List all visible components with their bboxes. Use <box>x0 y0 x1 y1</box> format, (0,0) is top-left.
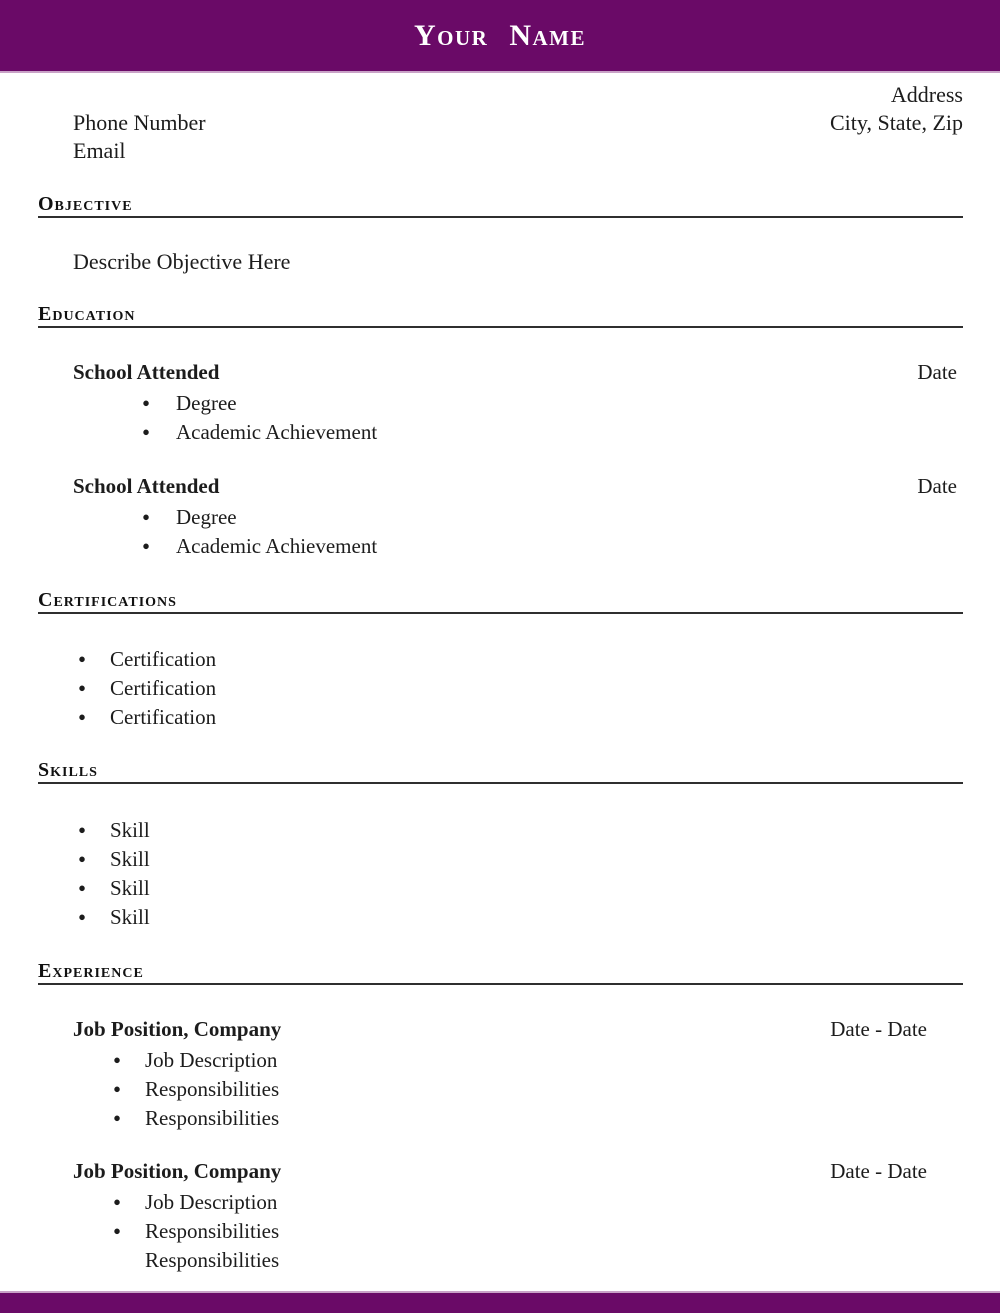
education-entry-head <box>73 358 963 386</box>
contact-row <box>38 109 963 137</box>
objective-body: Describe Objective Here <box>73 249 291 274</box>
objective-heading: Objective <box>38 192 963 218</box>
list-item: • Job Description <box>38 1046 963 1075</box>
school-date: Date <box>917 360 957 384</box>
footer-banner <box>0 1291 1000 1313</box>
experience-entry-head <box>73 1157 963 1185</box>
page-content <box>0 81 1000 1275</box>
school-name: School Attended <box>73 360 220 384</box>
education-entry <box>38 358 963 447</box>
certifications-heading: Certifications <box>38 588 963 614</box>
page-title: Your Name <box>414 18 586 52</box>
contact-block <box>38 81 963 165</box>
list-item: • Skill <box>38 903 963 932</box>
list-item: • Responsibilities <box>38 1104 963 1133</box>
section-education <box>38 302 963 561</box>
list-item: • Academic Achievement <box>38 418 963 447</box>
list-item: • Skill <box>38 845 963 874</box>
list-item: • Certification <box>38 674 963 703</box>
list-item: • Job Description <box>38 1188 963 1217</box>
experience-bullet-list <box>38 1046 963 1133</box>
contact-email: Email <box>73 138 126 163</box>
education-bullet-list <box>38 503 963 561</box>
list-item: • Responsibilities <box>38 1217 963 1246</box>
education-heading: Education <box>38 302 963 328</box>
skills-bullet-list <box>38 816 963 932</box>
education-entry <box>38 472 963 561</box>
skills-heading: Skills <box>38 758 963 784</box>
list-item: • Skill <box>38 874 963 903</box>
job-date-range: Date - Date <box>830 1017 927 1041</box>
experience-entry <box>38 1015 963 1133</box>
list-item: • Degree <box>38 389 963 418</box>
contact-row <box>38 81 963 109</box>
list-item: • Skill <box>38 816 963 845</box>
experience-trailing-line: Responsibilities <box>145 1248 280 1272</box>
job-position: Job Position, Company <box>73 1159 282 1183</box>
list-item: • Responsibilities <box>38 1075 963 1104</box>
contact-row <box>38 137 963 165</box>
contact-city-state-zip: City, State, Zip <box>829 110 963 135</box>
job-date-range: Date - Date <box>830 1159 927 1183</box>
section-certifications <box>38 588 963 732</box>
experience-entry-head <box>73 1015 963 1043</box>
section-skills <box>38 758 963 932</box>
list-item: • Certification <box>38 645 963 674</box>
list-item: • Degree <box>38 503 963 532</box>
education-entry-head <box>73 472 963 500</box>
certifications-bullet-list <box>38 645 963 732</box>
section-experience <box>38 959 963 1275</box>
job-position: Job Position, Company <box>73 1017 282 1041</box>
experience-bullet-list <box>38 1188 963 1246</box>
school-name: School Attended <box>73 474 220 498</box>
contact-phone: Phone Number <box>73 110 206 135</box>
experience-entry <box>38 1157 963 1275</box>
section-objective <box>38 192 963 276</box>
list-item: • Academic Achievement <box>38 532 963 561</box>
school-date: Date <box>917 474 957 498</box>
education-bullet-list <box>38 389 963 447</box>
list-item: • Certification <box>38 703 963 732</box>
contact-address: Address <box>890 82 963 107</box>
name-banner <box>0 0 1000 73</box>
experience-heading: Experience <box>38 959 963 985</box>
